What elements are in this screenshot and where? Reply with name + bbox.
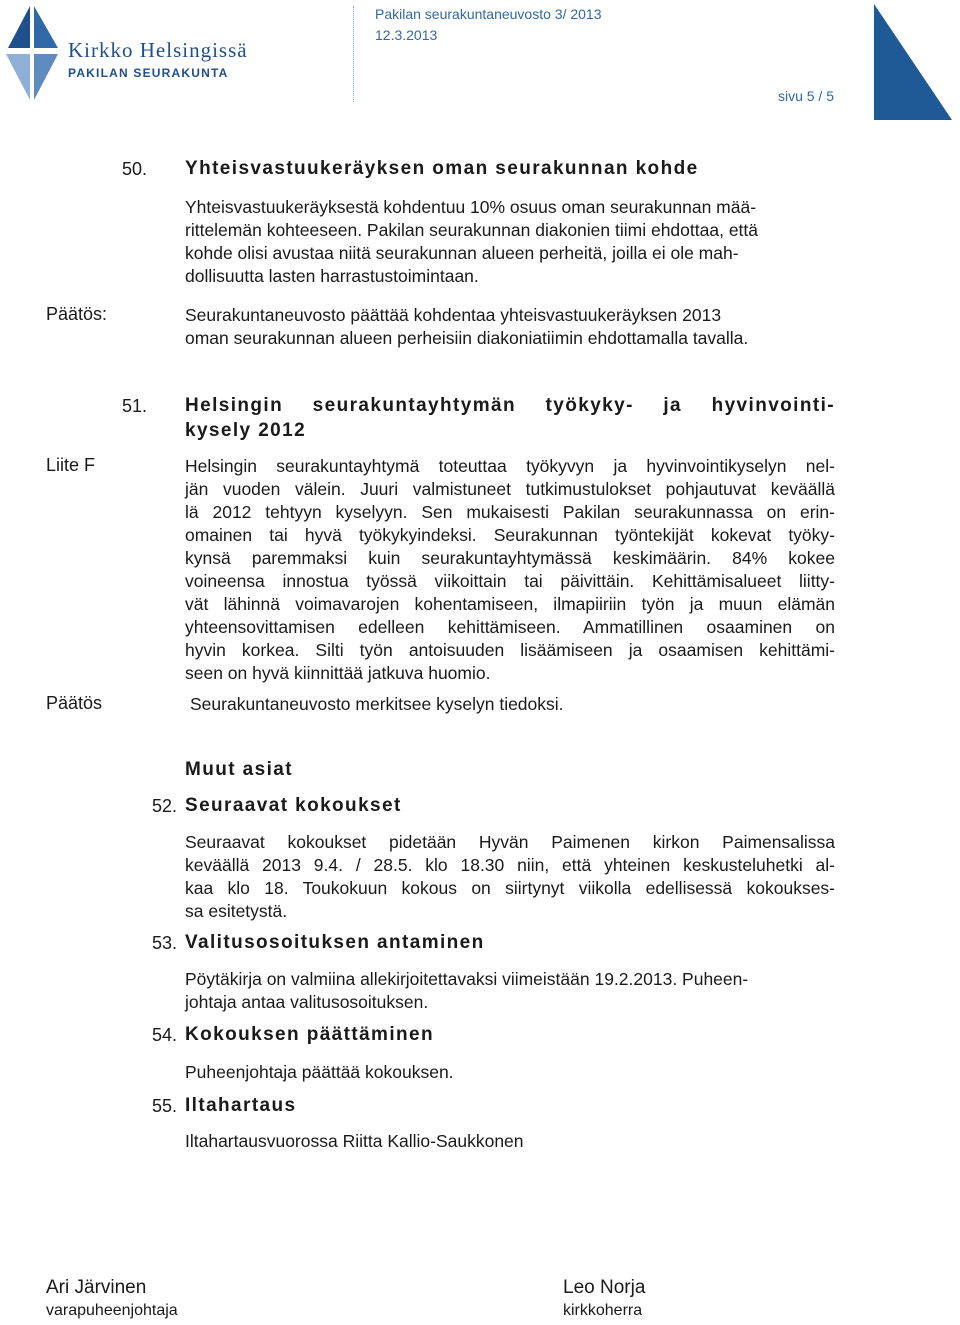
item-number: 54. bbox=[152, 1025, 178, 1045]
item-number: 55. bbox=[152, 1096, 178, 1116]
item-body bbox=[185, 831, 835, 923]
body-line: omainen tai hyvä työkykyindeksi. Seurakunnan työntekijät kokevat työky- bbox=[185, 525, 835, 545]
item-body bbox=[185, 1130, 835, 1153]
body-line: Iltahartausvuorossa Riitta Kallio-Saukkonen bbox=[185, 1131, 524, 1151]
body-line: oman seurakunnan alueen perheisiin diakoniatiimin ehdottamalla tavalla. bbox=[185, 328, 749, 348]
item-body bbox=[185, 1061, 835, 1084]
decision-label: Päätös: bbox=[46, 304, 108, 324]
item-number: 52. bbox=[152, 796, 178, 816]
item-number: 51. bbox=[122, 396, 148, 416]
decision-text bbox=[190, 693, 840, 716]
item-title: Valitusosoituksen antaminen bbox=[185, 932, 485, 953]
body-line: vät lähinnä voimavarojen kohentamiseen, ilmapiiriin työn ja muun elämän bbox=[185, 594, 835, 614]
page-number: sivu 5 / 5 bbox=[777, 88, 834, 104]
item-title: Seuraavat kokoukset bbox=[185, 795, 402, 816]
body-line: voineensa innostua työssä viikoittain tai päivittäin. Kehittämisalueet liitty- bbox=[185, 571, 835, 591]
signatory-name: Leo Norja bbox=[563, 1277, 646, 1298]
signatory-name: Ari Järvinen bbox=[46, 1277, 147, 1298]
body-line: johtaja antaa valitusosoituksen. bbox=[185, 992, 429, 1012]
item-title: Iltahartaus bbox=[185, 1095, 297, 1116]
body-line: seen on hyvä kiinnittää jatkuva huomio. bbox=[185, 663, 491, 683]
decision-label: Päätös bbox=[46, 693, 103, 713]
body-line: Helsingin seurakuntayhtymä toteuttaa työkyvyn ja hyvinvointikyselyn nel- bbox=[185, 456, 835, 476]
body-line: yhteensovittamisen edelleen kehittämiseen. Ammatillinen osaaminen on bbox=[185, 617, 835, 637]
body-line: sa esitetystä. bbox=[185, 901, 288, 921]
body-line: kynsä paremmaksi kuin seurakuntayhtymässä keskimäärin. 84% kokee bbox=[185, 548, 835, 568]
item-title-cont: kysely 2012 bbox=[185, 420, 307, 441]
signatory-role: kirkkoherra bbox=[563, 1302, 643, 1319]
body-line: Yhteisvastuukeräyksestä kohdentuu 10% osuus oman seurakunnan mää- bbox=[185, 197, 757, 217]
item-title: Yhteisvastuukeräyksen oman seurakunnan kohde bbox=[185, 158, 699, 179]
item-number: 50. bbox=[122, 159, 148, 179]
body-line: rittelemän kohteeseen. Pakilan seurakunnan diakonien tiimi ehdottaa, että bbox=[185, 220, 759, 240]
body-line: keväällä 2013 9.4. / 28.5. klo 18.30 niin, että yhteinen keskusteluhetki al- bbox=[185, 855, 835, 875]
body-line: lä 2012 tehtyyn kyselyyn. Sen mukaisesti Pakilan seurakunnassa on erin- bbox=[185, 502, 835, 522]
organization-name: Kirkko Helsingissä bbox=[68, 38, 248, 62]
body-line: Seurakuntaneuvosto merkitsee kyselyn tiedoksi. bbox=[190, 694, 564, 714]
corner-triangle-icon bbox=[874, 0, 960, 124]
section-heading: Muut asiat bbox=[185, 759, 293, 780]
body-line: hyvin korkea. Silti työn antoisuuden lisäämiseen ja osaamisen kehittämi- bbox=[185, 640, 835, 660]
parish-name: PAKILAN SEURAKUNTA bbox=[68, 66, 229, 80]
body-line: Seuraavat kokoukset pidetään Hyvän Paimenen kirkon Paimensalissa bbox=[185, 832, 835, 852]
signatory-role: varapuheenjohtaja bbox=[46, 1302, 178, 1319]
body-line: jän vuoden välein. Juuri valmistuneet tutkimustulokset pohjautuvat keväällä bbox=[185, 479, 835, 499]
item-body bbox=[185, 455, 835, 685]
body-line: kaa klo 18. Toukokuun kokous on siirtynyt viikolla edellisessä kokoukses- bbox=[185, 878, 835, 898]
header-divider bbox=[353, 6, 354, 102]
body-line: Puheenjohtaja päättää kokouksen. bbox=[185, 1062, 454, 1082]
body-line: Seurakuntaneuvosto päättää kohdentaa yhteisvastuukeräyksen 2013 bbox=[185, 305, 722, 325]
item-body bbox=[185, 196, 835, 288]
item-title: Kokouksen päättäminen bbox=[185, 1024, 435, 1045]
meeting-date: 12.3.2013 bbox=[375, 27, 438, 43]
body-line: kohde olisi avustaa niitä seurakunnan alueen perheitä, joilla ei ole mah- bbox=[185, 243, 739, 263]
item-title: Helsingin seurakuntayhtymän työkyky- ja hyvinvointi- bbox=[185, 395, 835, 416]
body-line: Pöytäkirja on valmiina allekirjoitettavaksi viimeistään 19.2.2013. Puheen- bbox=[185, 969, 749, 989]
item-body bbox=[185, 968, 835, 1014]
attachment-label: Liite F bbox=[46, 455, 96, 475]
church-logo-icon bbox=[0, 0, 70, 110]
meeting-title: Pakilan seurakuntaneuvosto 3/ 2013 bbox=[375, 6, 602, 22]
decision-text bbox=[185, 304, 835, 350]
item-number: 53. bbox=[152, 933, 178, 953]
body-line: dollisuutta lasten harrastustoimintaan. bbox=[185, 266, 479, 286]
